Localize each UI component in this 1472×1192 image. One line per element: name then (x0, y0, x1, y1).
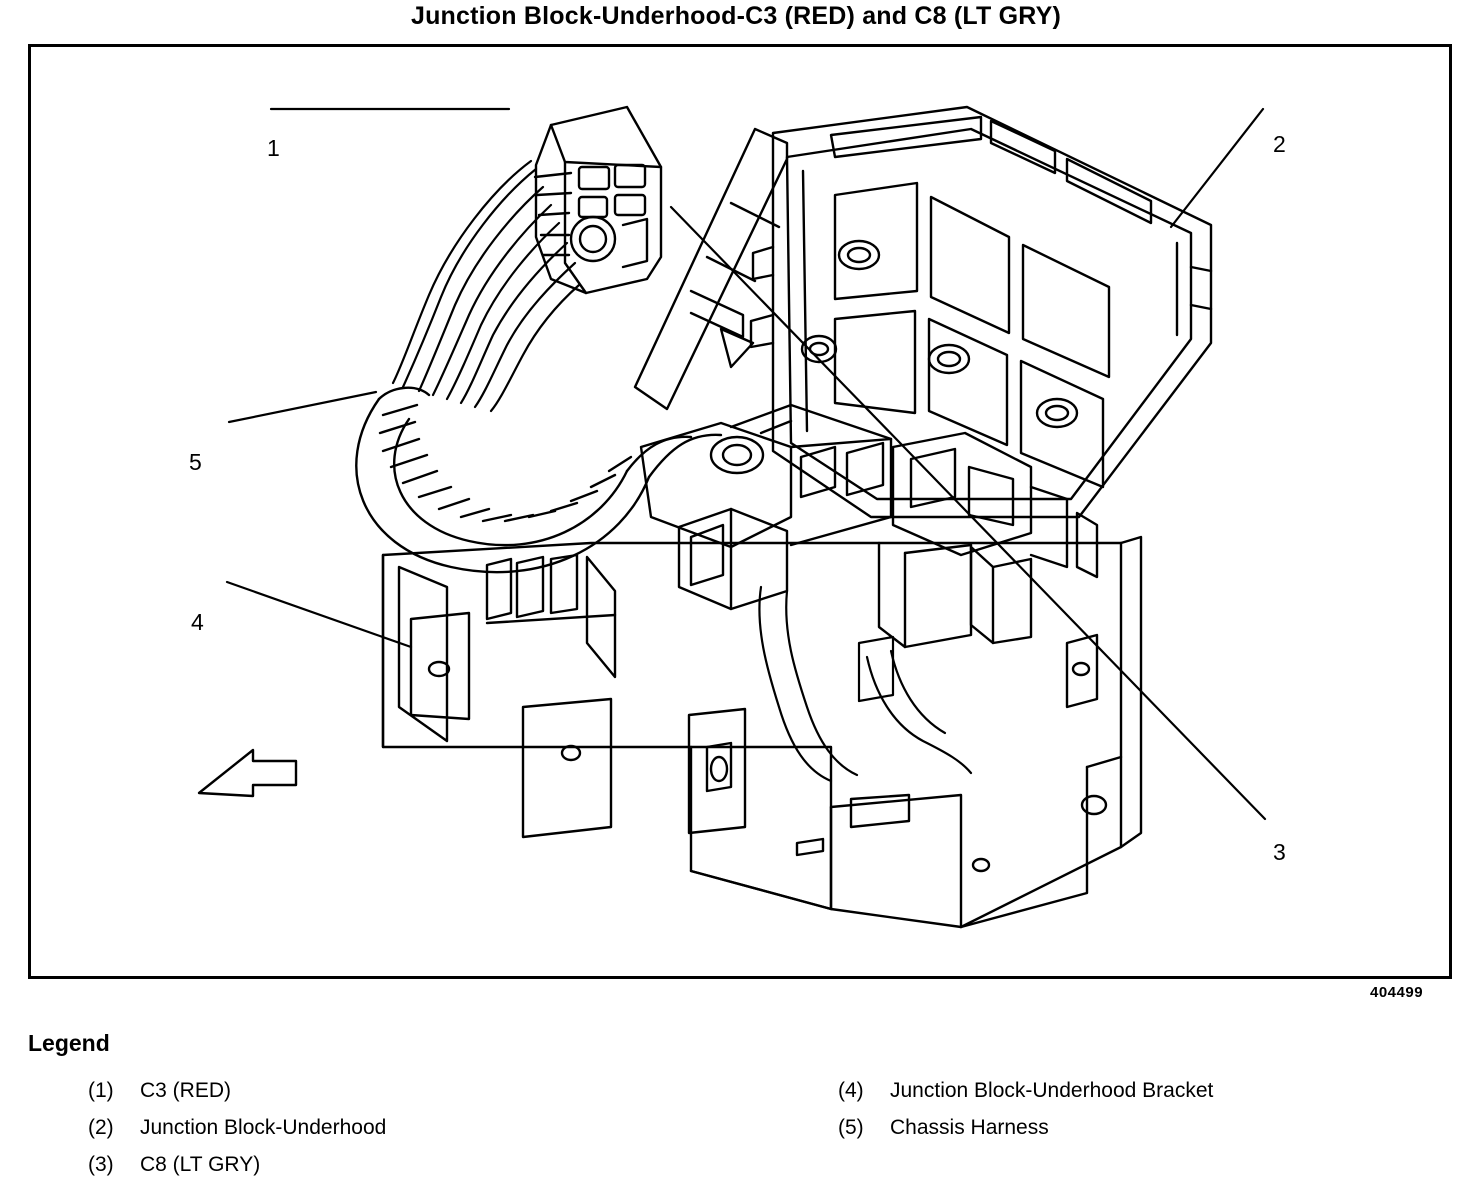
figure-frame (28, 44, 1452, 979)
lower-wires (759, 587, 971, 781)
page-title: Junction Block-Underhood-C3 (RED) and C8 (LT GRY) (410, 2, 1062, 30)
junction-block-bracket (383, 537, 1141, 927)
legend-item-label: Junction Block-Underhood (140, 1116, 387, 1140)
legend-item-number: (1) (88, 1079, 114, 1102)
callout-5: 5 (189, 449, 202, 475)
wire-bundle (393, 161, 579, 411)
relay-connector (679, 509, 787, 609)
legend-item (88, 1152, 728, 1177)
legend-item-label: C8 (LT GRY) (140, 1153, 261, 1177)
figure-id-number: 404499 (1370, 984, 1424, 1001)
legend-item-number: (4) (838, 1079, 864, 1102)
legend-item (838, 1115, 1458, 1140)
legend-item (88, 1115, 728, 1140)
junction-block-body (641, 405, 1067, 643)
legend-item-label: C3 (RED) (140, 1079, 232, 1102)
legend-column-right (838, 1078, 1458, 1152)
legend-column-left (88, 1078, 728, 1190)
legend-title: Legend (28, 1030, 110, 1056)
legend-item-label: Junction Block-Underhood Bracket (890, 1079, 1214, 1102)
direction-arrow (199, 750, 296, 796)
callout-4: 4 (191, 609, 204, 635)
junction-block-cover (751, 107, 1211, 577)
callout-3: 3 (1273, 839, 1286, 865)
legend-item-number: (5) (838, 1116, 864, 1140)
junction-block-illustration (31, 47, 1449, 976)
legend-item-label: Chassis Harness (890, 1116, 1049, 1140)
callout-1: 1 (267, 135, 280, 161)
legend-item (88, 1078, 728, 1103)
legend-item (838, 1078, 1458, 1103)
legend-item-number: (2) (88, 1116, 114, 1140)
chassis-harness (356, 388, 721, 572)
inner-tray-plate (635, 129, 787, 409)
callout-2: 2 (1273, 131, 1286, 157)
c3-connector (535, 107, 661, 293)
legend-item-number: (3) (88, 1153, 114, 1177)
